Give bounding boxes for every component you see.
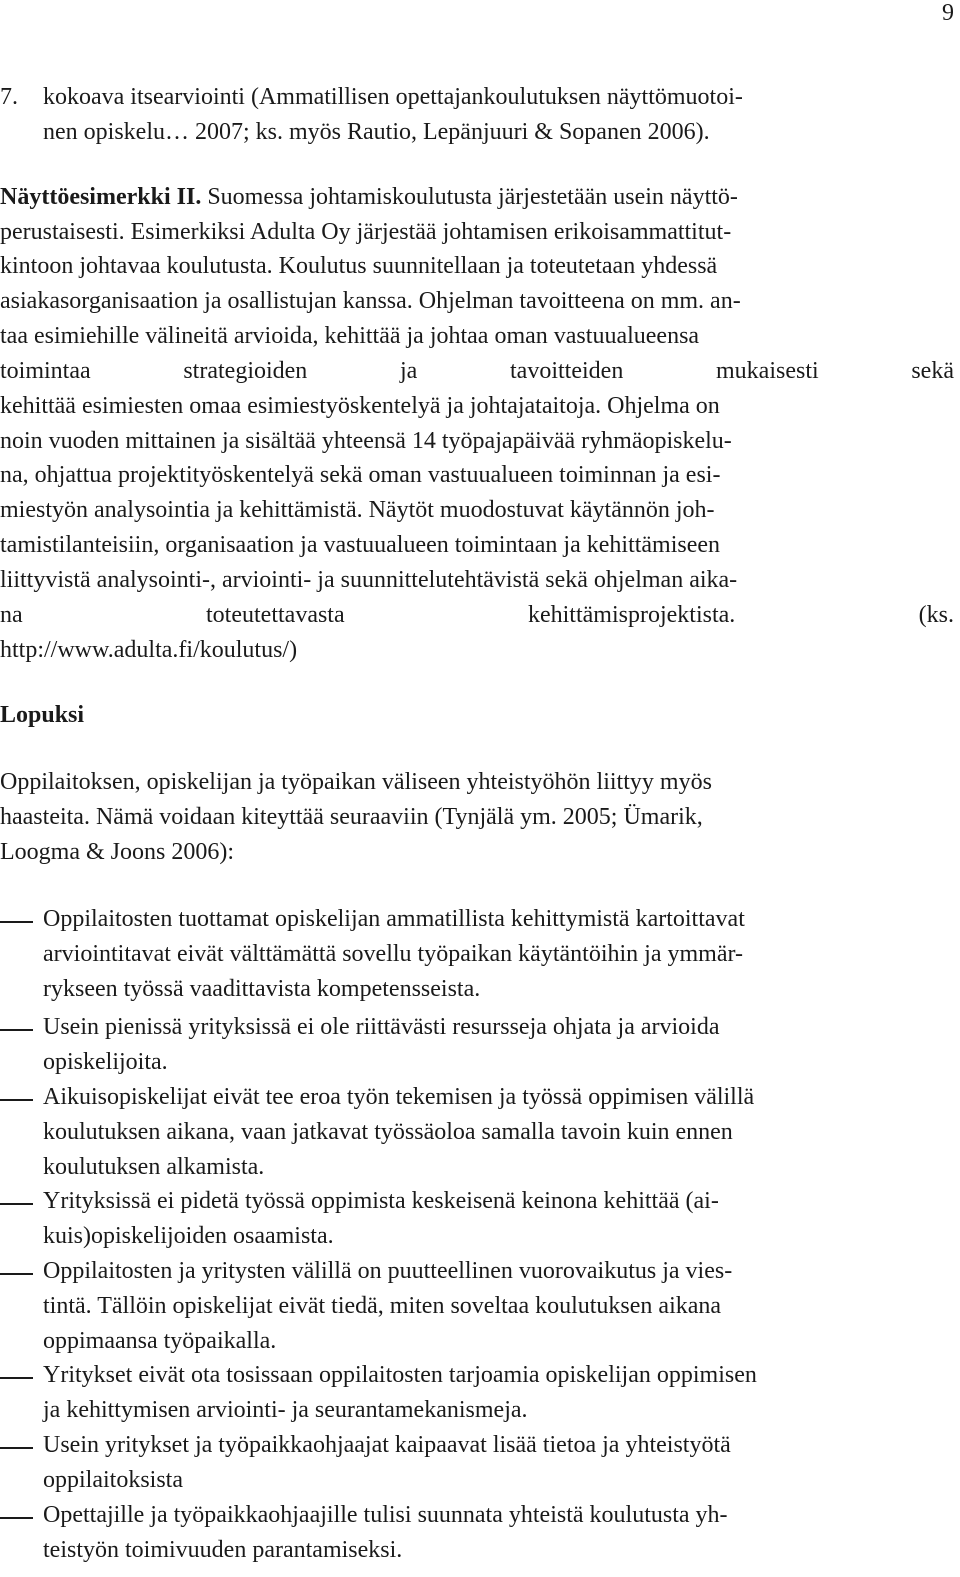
bullet-4-line-1: tintä. Tällöin opiskelijat eivät tiedä, miten soveltaa koulutuksen aikana (43, 1293, 722, 1319)
word: sekä (911, 358, 954, 384)
word: (ks. (918, 602, 954, 628)
bullet-dash-icon (0, 1517, 33, 1519)
example2-line3: asiakasorganisaation ja osallistujan kanssa. Ohjelman tavoitteena on mm. an- (0, 288, 741, 314)
example2-line8: na, ohjattua projektityöskentelyä sekä oman vastuualueen toiminnan ja esi- (0, 462, 721, 488)
item7-line2: nen opiskelu… 2007; ks. myös Rautio, Lepänjuuri & Sopanen 2006). (43, 119, 710, 145)
bullet-6-line-1: oppilaitoksista (43, 1467, 183, 1493)
bullet-0-line-2: rykseen työssä vaadittavista kompetensseista. (43, 976, 481, 1002)
bullet-dash-icon (0, 1273, 33, 1275)
closing-intro-line0: Oppilaitoksen, opiskelijan ja työpaikan väliseen yhteistyöhön liittyy myös (0, 769, 712, 795)
bullet-0-line-0: Oppilaitosten tuottamat opiskelijan ammatillista kehittymistä kartoittavat (43, 906, 745, 932)
bullet-dash-icon (0, 1203, 33, 1205)
example2-line9: miestyön analysointia ja kehittämistä. Näytöt muodostuvat käytännön joh- (0, 497, 715, 523)
example2-line4: taa esimiehille välineitä arvioida, kehittää ja johtaa oman vastuualueensa (0, 323, 700, 349)
bullet-6-line-0: Usein yritykset ja työpaikkaohjaajat kaipaavat lisää tietoa ja yhteistyötä (43, 1432, 731, 1458)
example2-line6: kehittää esimiesten omaa esimiestyöskentelyä ja johtajataitoja. Ohjelma on (0, 393, 720, 419)
bullet-dash-icon (0, 921, 33, 923)
bullet-2-line-1: koulutuksen aikana, vaan jatkavat työssäoloa samalla tavoin kuin ennen (43, 1119, 733, 1145)
closing-intro-line1: haasteita. Nämä voidaan kiteyttää seuraaviin (Tynjälä ym. 2005; Ümarik, (0, 804, 703, 830)
word: kehittämisprojektista. (527, 602, 736, 628)
bullet-dash-icon (0, 1377, 33, 1379)
bullet-5-line-0: Yritykset eivät ota tosissaan oppilaitosten tarjoamia opiskelijan oppimisen (43, 1362, 757, 1388)
bullet-5-line-1: ja kehittymisen arviointi- ja seurantamekanismeja. (43, 1397, 528, 1423)
page-number: 9 (942, 0, 954, 26)
bullet-1-line-0: Usein pienissä yrityksissä ei ole riittävästi resursseja ohjata ja arvioida (43, 1014, 720, 1040)
bullet-7-line-0: Opettajille ja työpaikkaohjaajille tulisi suunnata yhteistä koulutusta yh- (43, 1502, 728, 1528)
bullet-3-line-0: Yrityksissä ei pidetä työssä oppimista keskeisenä keinona kehittää (ai- (43, 1188, 719, 1214)
bullet-0-line-1: arviointitavat eivät välttämättä sovellu työpaikan käytäntöihin ja ymmär- (43, 941, 743, 967)
word: strategioiden (183, 358, 308, 384)
word: ja (400, 358, 418, 384)
example2-first-line (0, 180, 738, 214)
bullet-4-line-2: oppimaansa työpaikalla. (43, 1328, 277, 1354)
bullet-4-line-0: Oppilaitosten ja yritysten välillä on puutteellinen vuorovaikutus ja vies- (43, 1258, 733, 1284)
bullet-dash-icon (0, 1099, 33, 1101)
word: na (0, 602, 23, 628)
bullet-1-line-1: opiskelijoita. (43, 1049, 168, 1075)
item7-line1: kokoava itsearviointi (Ammatillisen opettajankoulutuksen näyttömuotoi- (43, 84, 743, 110)
bullet-dash-icon (0, 1447, 33, 1449)
closing-intro-line2: Loogma & Joons 2006): (0, 839, 234, 865)
item7-number: 7. (0, 84, 18, 110)
word: toteutettavasta (206, 602, 345, 628)
example2-line2: kintoon johtavaa koulutusta. Koulutus suunnitellaan ja toteutetaan yhdessä (0, 253, 718, 279)
word: tavoitteiden (510, 358, 624, 384)
word: toimintaa (0, 358, 91, 384)
example2-line0: Suomessa johtamiskoulutusta järjestetään usein näyttö- (201, 184, 738, 210)
example2-line5 (0, 354, 954, 388)
example2-label: Näyttöesimerkki II. (0, 184, 202, 210)
bullet-dash-icon (0, 1029, 33, 1031)
example2-line1: perustaisesti. Esimerkiksi Adulta Oy järjestää johtamisen erikoisammattitut- (0, 219, 732, 245)
word: mukaisesti (716, 358, 819, 384)
bullet-7-line-1: teistyön toimivuuden parantamiseksi. (43, 1537, 403, 1563)
example2-line7: noin vuoden mittainen ja sisältää yhteensä 14 työpajapäivää ryhmäopiskelu- (0, 428, 732, 454)
bullet-2-line-2: koulutuksen alkamista. (43, 1154, 265, 1180)
bullet-2-line-0: Aikuisopiskelijat eivät tee eroa työn tekemisen ja työssä oppimisen välillä (43, 1084, 755, 1110)
example2-line11: liittyvistä analysointi-, arviointi- ja suunnittelutehtävistä sekä ohjelman aika- (0, 567, 738, 593)
bullet-3-line-1: kuis)opiskelijoiden osaamista. (43, 1223, 334, 1249)
example2-link[interactable]: http://www.adulta.fi/koulutus/) (0, 637, 298, 663)
example2-line10: tamistilanteisiin, organisaation ja vastuualueen toimintaan ja kehittämiseen (0, 532, 721, 558)
example2-line12 (0, 598, 954, 632)
section-heading-lopuksi: Lopuksi (0, 702, 85, 728)
